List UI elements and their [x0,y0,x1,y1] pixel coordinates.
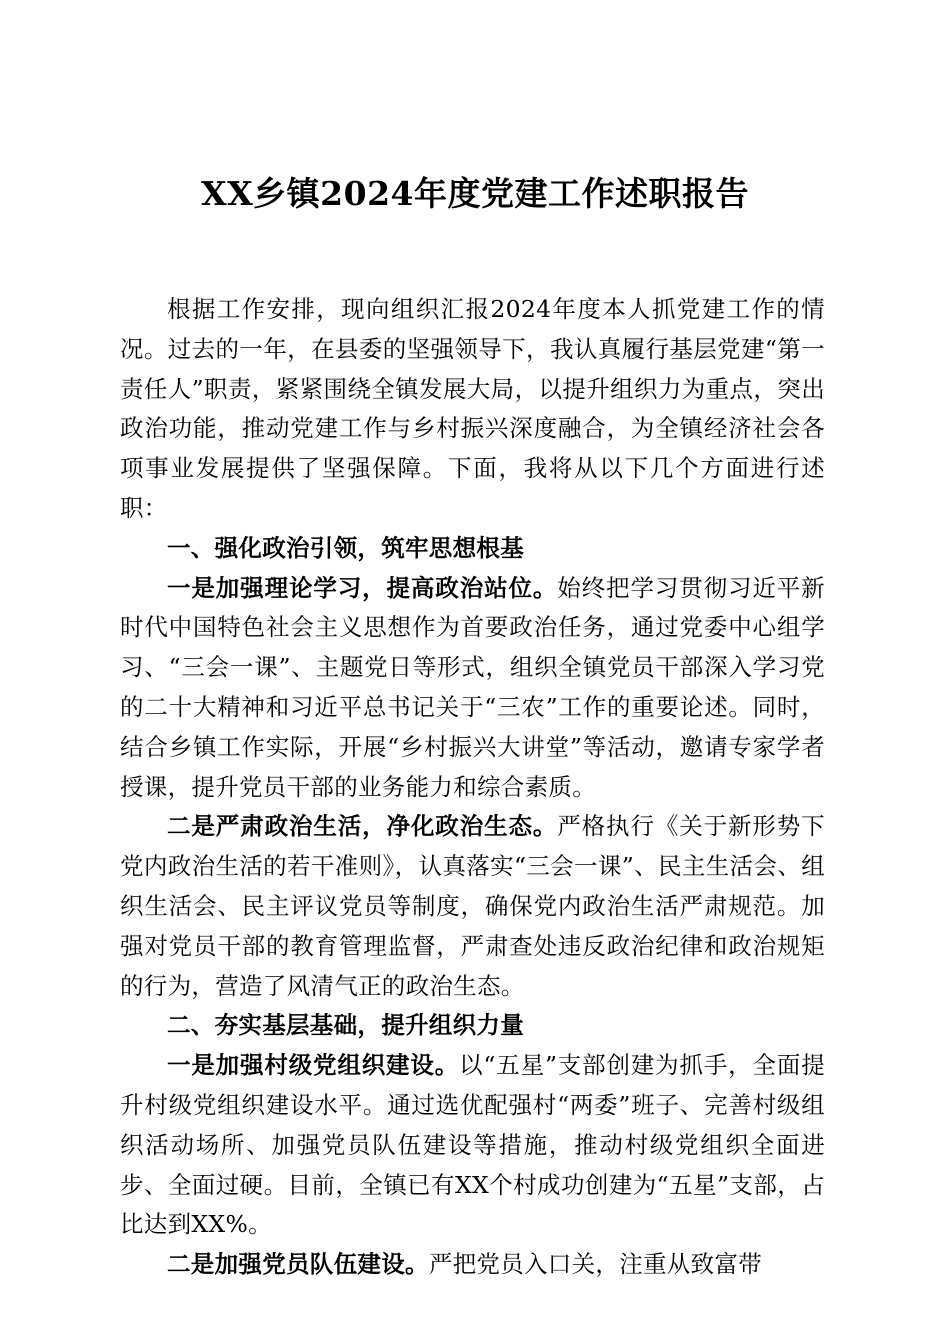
item-lead: 一是加强村级党组织建设。 [167,1051,460,1080]
section-2-item-2 [120,1245,825,1285]
item-text: 始终把学习贯彻习近平新时代中国特色社会主义思想作为首要政治任务，通过党委中心组学习、“三会一课”、主题党日等形式，组织全镇党员干部深入学习党的二十大精神和习近平总书记关于“三农”工作的重要论述。同时，结合乡镇工作实际，开展“乡村振兴大讲堂”等活动，邀请专家学者授课，提升党员干部的业务能力和综合素质。 [120,573,825,801]
item-text: 严把党员入口关，注重从致富带 [428,1250,763,1279]
item-text: 严格执行《关于新形势下党内政治生活的若干准则》，认真落实“三会一课”、民主生活会、组织生活会、民主评议党员等制度，确保党内政治生活严肃规范。加强对党员干部的教育管理监督，严肃查处违反政治纪律和政治规矩的行为，营造了风清气正的政治生态。 [120,812,825,1000]
item-lead: 二是加强党员队伍建设。 [167,1250,429,1279]
section-2-item-1 [120,1046,825,1245]
section-1-item-1 [120,569,825,808]
document-body [120,290,825,1285]
section-heading-2: 二、夯实基层基础，提升组织力量 [167,1011,524,1040]
item-lead: 二是严肃政治生活，净化政治生态。 [167,812,558,841]
item-text: 以“五星”支部创建为抓手，全面提升村级党组织建设水平。通过选优配强村“两委”班子、完善村级组织活动场所、加强党员队伍建设等措施，推动村级党组织全面进步、全面过硬。目前，全镇已有XX个村成功创建为“五星”支部，占比达到XX%。 [120,1051,825,1239]
section-heading-1: 一、强化政治引领，筑牢思想根基 [167,533,524,562]
document-title: XX乡镇2024年度党建工作述职报告 [200,174,750,213]
intro-paragraph: 根据工作安排，现向组织汇报2024年度本人抓党建工作的情况。过去的一年，在县委的坚强领导下，我认真履行基层党建“第一责任人”职责，紧紧围绕全镇发展大局，以提升组织力为重点，突出政治功能，推动党建工作与乡村振兴深度融合，为全镇经济社会各项事业发展提供了坚强保障。下面，我将从以下几个方面进行述职： [120,295,825,522]
item-lead: 一是加强理论学习，提高政治站位。 [167,573,558,602]
section-1-item-2 [120,807,825,1006]
